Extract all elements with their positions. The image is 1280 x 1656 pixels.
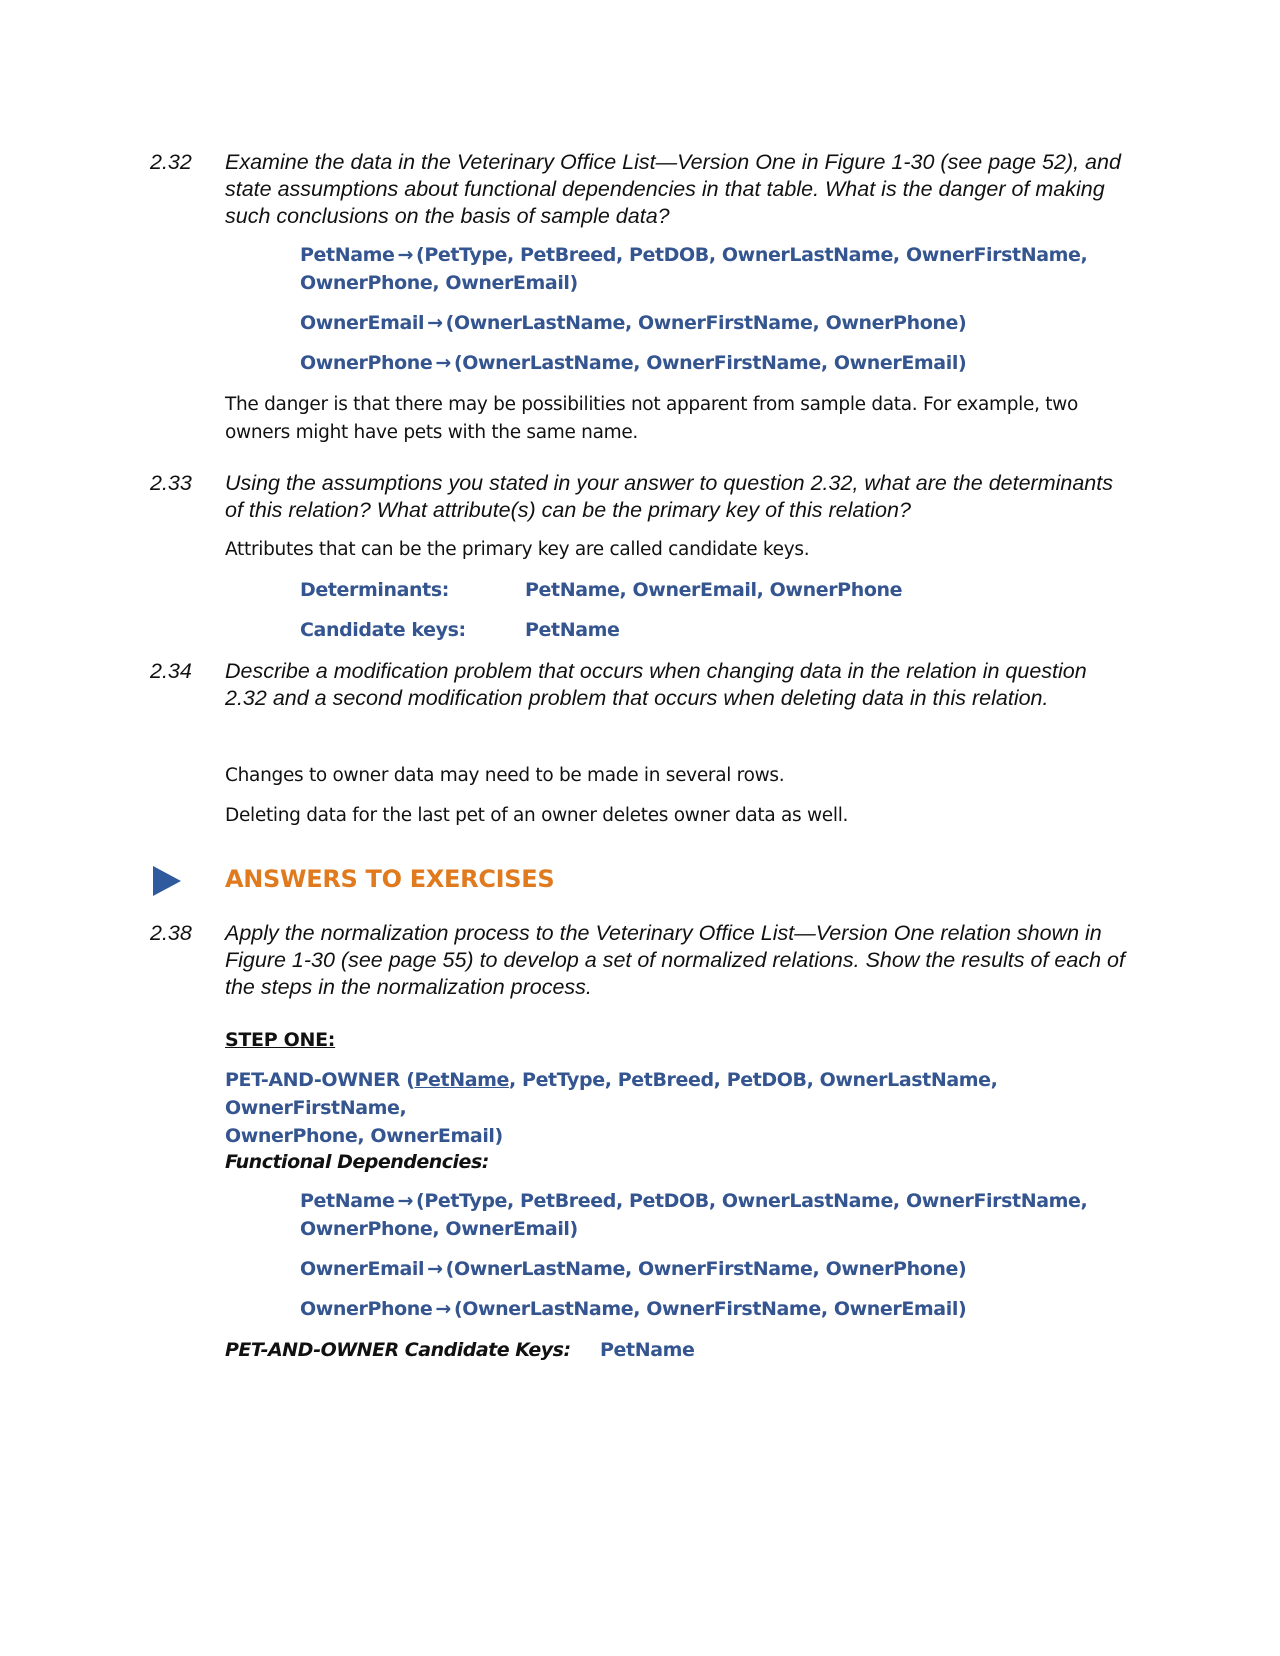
modification-answer-2: Deleting data for the last pet of an owner deletes owner data as well. bbox=[225, 805, 849, 826]
candidate-keys-value: PetName bbox=[600, 1339, 695, 1361]
fd-dependents: (OwnerLastName, OwnerFirstName, OwnerEmail) bbox=[453, 352, 967, 374]
candidate-keys-note: Attributes that can be the primary key are called candidate keys. bbox=[225, 539, 810, 560]
fd-dependents: (OwnerLastName, OwnerFirstName, OwnerPhone) bbox=[445, 312, 967, 334]
section-heading: ANSWERS TO EXERCISES bbox=[225, 865, 555, 893]
question-number: 2.38 bbox=[150, 921, 192, 945]
fd-determinant: OwnerEmail bbox=[300, 1258, 425, 1280]
question-number: 2.33 bbox=[150, 471, 192, 495]
question-text: Examine the data in the Veterinary Office List—Version One in Figure 1-30 (see page 52), and state assumptions about functional dependencies in that table. What is the danger of making such conclusions on the basis of sample data? bbox=[225, 150, 1121, 228]
relation-attributes-cont: OwnerPhone, OwnerEmail) bbox=[225, 1125, 503, 1147]
fd-dependents: (OwnerLastName, OwnerFirstName, OwnerPhone) bbox=[445, 1258, 967, 1280]
fd-determinant: PetName bbox=[300, 1190, 395, 1212]
functional-dependencies-label: Functional Dependencies: bbox=[225, 1151, 489, 1173]
fd-dependents: (PetType, PetBreed, PetDOB, OwnerLastName, OwnerFirstName, bbox=[416, 244, 1088, 266]
candidate-keys-label: Candidate keys: bbox=[300, 619, 466, 641]
question-2-32 bbox=[150, 149, 1130, 230]
fd-dependents-cont: OwnerPhone, OwnerEmail) bbox=[300, 272, 578, 294]
relation-name: PET-AND-OWNER ( bbox=[225, 1069, 415, 1091]
question-number: 2.34 bbox=[150, 659, 192, 683]
section-marker-icon bbox=[153, 866, 181, 896]
fd-determinant: PetName bbox=[300, 244, 395, 266]
fd-determinant: OwnerEmail bbox=[300, 312, 425, 334]
candidate-keys-label: PET-AND-OWNER Candidate Keys: bbox=[225, 1339, 571, 1361]
question-2-38 bbox=[150, 920, 1130, 1001]
right-arrow-icon: → bbox=[435, 352, 451, 374]
fd-dependents: (OwnerLastName, OwnerFirstName, OwnerEmail) bbox=[453, 1298, 967, 1320]
fd-owneremail bbox=[300, 309, 966, 337]
fd-determinant: OwnerPhone bbox=[300, 352, 433, 374]
fd-owneremail bbox=[300, 1255, 966, 1283]
fd-ownerphone bbox=[300, 1295, 966, 1323]
fd-petname bbox=[300, 241, 1120, 297]
relation-primary-key: PetName bbox=[414, 1069, 510, 1091]
step-one-label: STEP ONE: bbox=[225, 1029, 336, 1051]
right-arrow-icon: → bbox=[427, 1258, 443, 1280]
relation-attributes: , PetType, PetBreed, PetDOB, OwnerLastName, OwnerFirstName, bbox=[225, 1069, 998, 1119]
relation-pet-and-owner bbox=[225, 1066, 1125, 1150]
right-arrow-icon: → bbox=[427, 312, 443, 334]
question-text: Apply the normalization process to the Veterinary Office List—Version One relation shown in Figure 1-30 (see page 55) to develop a set of normalized relations. Show the results of each of the steps in the normalization process. bbox=[225, 921, 1125, 999]
right-arrow-icon: → bbox=[397, 244, 414, 266]
question-text: Describe a modification problem that occurs when changing data in the relation in question 2.32 and a second modification problem that occurs when deleting data in this relation. bbox=[225, 659, 1087, 710]
fd-ownerphone bbox=[300, 349, 966, 377]
fd-petname bbox=[300, 1187, 1120, 1243]
danger-paragraph: The danger is that there may be possibilities not apparent from sample data. For example, two owners might have pets with the same name. bbox=[225, 394, 1079, 443]
determinants-value: PetName, OwnerEmail, OwnerPhone bbox=[525, 579, 903, 601]
determinants-label: Determinants: bbox=[300, 579, 449, 601]
fd-dependents-cont: OwnerPhone, OwnerEmail) bbox=[300, 1218, 578, 1240]
fd-dependents: (PetType, PetBreed, PetDOB, OwnerLastName, OwnerFirstName, bbox=[416, 1190, 1088, 1212]
modification-answer-1: Changes to owner data may need to be made in several rows. bbox=[225, 765, 785, 786]
question-2-34 bbox=[150, 658, 1130, 739]
question-text: Using the assumptions you stated in your answer to question 2.32, what are the determinants of this relation? What attribute(s) can be the primary key of this relation? bbox=[225, 471, 1113, 522]
right-arrow-icon: → bbox=[435, 1298, 451, 1320]
question-number: 2.32 bbox=[150, 150, 192, 174]
question-2-33 bbox=[150, 470, 1130, 524]
candidate-keys-value: PetName bbox=[525, 619, 620, 641]
right-arrow-icon: → bbox=[397, 1190, 414, 1212]
fd-determinant: OwnerPhone bbox=[300, 1298, 433, 1320]
